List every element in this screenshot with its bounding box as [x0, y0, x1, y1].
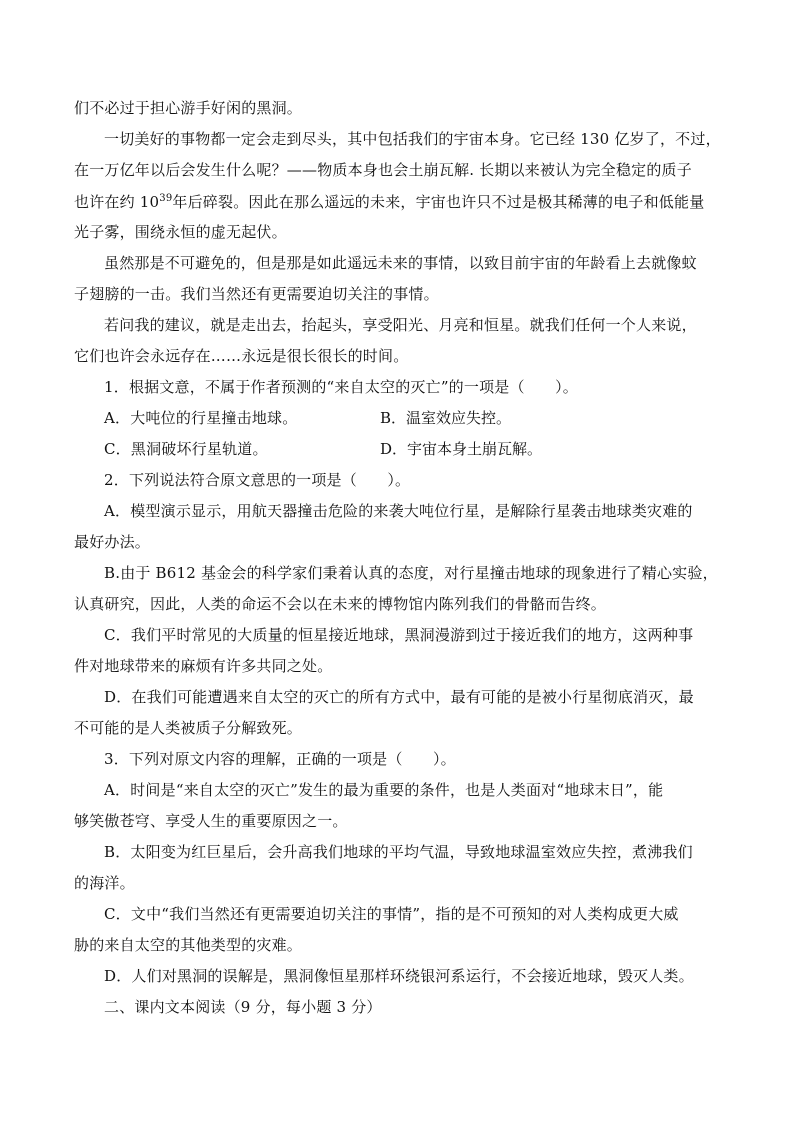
option-b-cont: 的海洋。	[74, 874, 135, 892]
option-d: D．宇宙本身土崩瓦解。	[380, 440, 543, 458]
paragraph-line: 在一万亿年以后会发生什么呢？——物质本身也会土崩瓦解. 长期以来被认为完全稳定的质子	[74, 161, 692, 179]
option-a: A．时间是“来自太空的灭亡”发生的最为重要的条件，也是人类面对“地球末日”，能	[104, 781, 664, 799]
option-a: A．大吨位的行星撞击地球。	[104, 409, 298, 427]
option-a-cont: 最好办法。	[74, 533, 151, 551]
paragraph-line: 它们也许会永远存在……永远是很长很长的时间。	[74, 347, 409, 365]
paragraph-line: 若问我的建议，就是走出去，抬起头，享受阳光、月亮和恒星。就我们任何一个人来说，	[104, 316, 697, 334]
section-heading: 二、课内文本阅读（9 分，每小题 3 分）	[104, 998, 382, 1016]
text-span: 也许在约 10	[74, 193, 160, 211]
option-b: B．温室效应失控。	[380, 409, 512, 427]
paragraph-line: 光子雾，围绕永恒的虚无起伏。	[74, 223, 287, 241]
text-span: 年后碎裂。因此在那么遥远的未来，宇宙也许只不过是极其稀薄的电子和低能量	[172, 193, 705, 211]
question-stem: 2．下列说法符合原文意思的一项是（ ）。	[104, 471, 411, 489]
option-c-cont: 件对地球带来的麻烦有许多共同之处。	[74, 657, 333, 675]
option-c: C．文中“我们当然还有更需要迫切关注的事情”，指的是不可预知的对人类构成更大威	[104, 905, 679, 923]
option-b: B.由于 B612 基金会的科学家们秉着认真的态度，对行星撞击地球的现象进行了精心实验，	[104, 564, 718, 582]
option-d: D．人们对黑洞的误解是，黑洞像恒星那样环绕银河系运行，不会接近地球，毁灭人类。	[104, 967, 694, 985]
option-c-cont: 胁的来自太空的其他类型的灾难。	[74, 936, 303, 954]
option-d-cont: 不可能的是人类被质子分解致死。	[74, 719, 303, 737]
paragraph-line: 虽然那是不可避免的，但是那是如此遥远未来的事情，以致目前宇宙的年龄看上去就像蚊	[104, 254, 697, 272]
option-a-cont: 够笑傲苍穹、享受人生的重要原因之一。	[74, 812, 348, 830]
paragraph-line	[74, 192, 794, 212]
option-b-cont: 认真研究，因此，人类的命运不会以在未来的博物馆内陈列我们的骨骼而告终。	[74, 595, 607, 613]
paragraph-line: 一切美好的事物都一定会走到尽头，其中包括我们的宇宙本身。它已经 130 亿岁了，不过，	[104, 130, 721, 148]
paragraph-line: 们不必过于担心游手好闲的黑洞。	[74, 99, 303, 117]
option-a: A．模型演示显示，用航天器撞击危险的来袭大吨位行星，是解除行星袭击地球类灾难的	[104, 502, 693, 520]
question-stem: 1．根据文意，不属于作者预测的“来自太空的灭亡”的一项是（ ）。	[104, 378, 578, 396]
paragraph-line: 子翅膀的一击。我们当然还有更需要迫切关注的事情。	[74, 285, 439, 303]
option-c: C．我们平时常见的大质量的恒星接近地球，黑洞漫游到过于接近我们的地方，这两种事	[104, 626, 694, 644]
option-c: C．黑洞破坏行星轨道。	[104, 440, 268, 458]
question-stem: 3．下列对原文内容的理解，正确的一项是（ ）。	[104, 750, 456, 768]
exponent: 39	[159, 193, 173, 204]
option-b: B．太阳变为红巨星后，会升高我们地球的平均气温，导致地球温室效应失控，煮沸我们	[104, 843, 693, 861]
option-d: D．在我们可能遭遇来自太空的灭亡的所有方式中，最有可能的是被小行星彻底消灭，最	[104, 688, 694, 706]
